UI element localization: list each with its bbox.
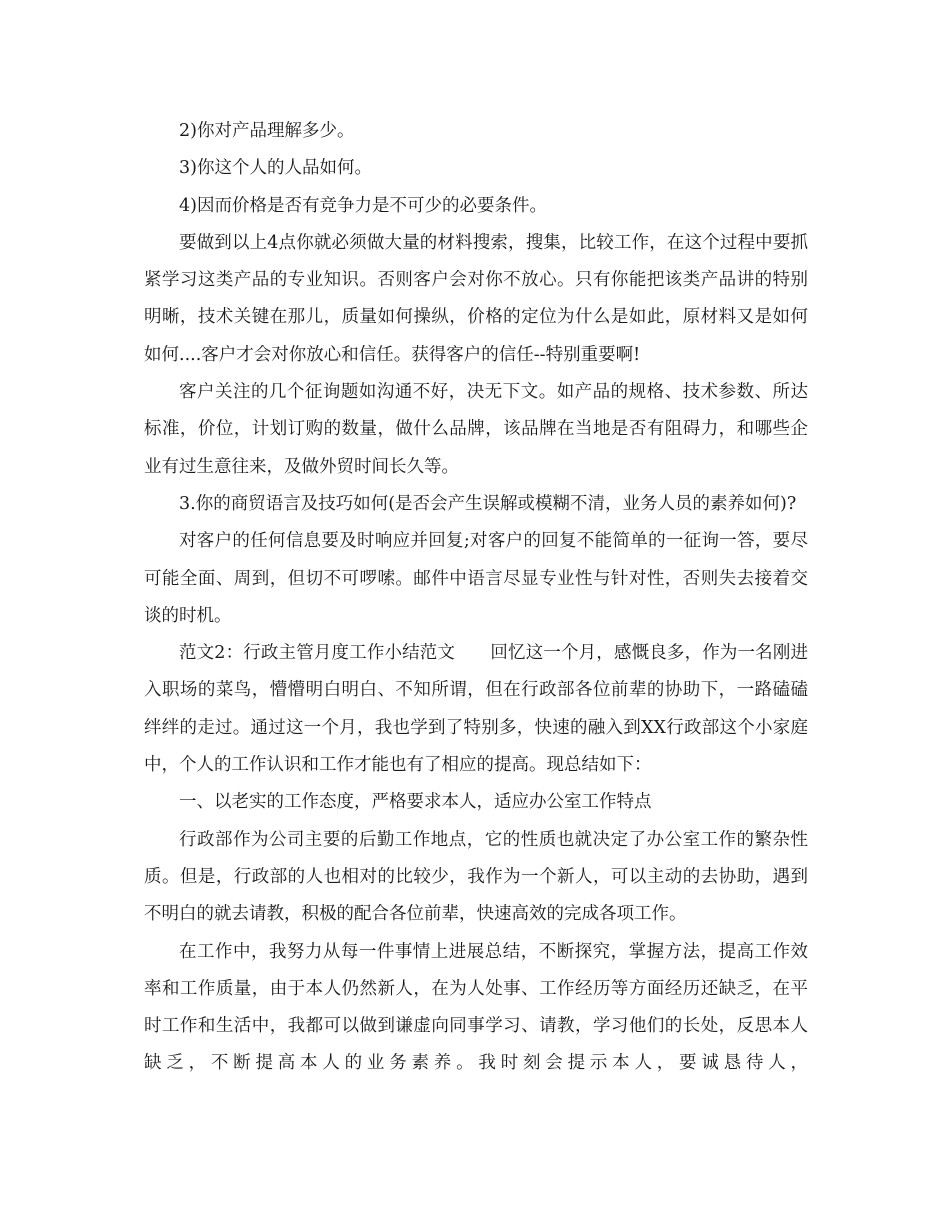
document-body [144, 113, 808, 1083]
paragraph-four-points: 要做到以上4点你就必须做大量的材料搜索，搜集，比较工作，在这个过程中要抓紧学习这类产品的专业知识。否则客户会对你不放心。只有你能把该类产品讲的特别明晰，技术关键在那儿，质量如何操纵，价格的定位为什么是如此，原材料又是如何如何....客户才会对你放心和信任。获得客户的信任--特别重要啊! [144, 232, 808, 365]
paragraph-item-2: 2)你对产品理解多少。 [179, 121, 355, 141]
paragraph-item-4: 4)因而价格是否有竞争力是不可少的必要条件。 [179, 195, 547, 216]
paragraph-sample-2: 范文2：行政主管月度工作小结范文 回忆这一个月，感慨良多，作为一名刚进入职场的菜鸟，懵懵明白明白、不知所谓，但在行政部各位前辈的协助下，一路磕磕绊绊的走过。通过这一个月，我也学到了特别多，快速的融入到XX行政部这个小家庭中，个人的工作认识和工作才能也有了相应的提高。现总结如下： [144, 643, 808, 776]
paragraph-customer-concerns: 客户关注的几个征询题如沟通不好，决无下文。如产品的规格、技术参数、所达标准，价位，计划订购的数量，做什么品牌，该品牌在当地是否有阻碍力，和哪些企业有过生意往来，及做外贸时间长久等。 [144, 382, 808, 477]
paragraph-item-3: 3)你这个人的人品如何。 [179, 158, 372, 179]
paragraph-heading-1: 一、以老实的工作态度，严格要求本人，适应办公室工作特点 [179, 792, 652, 813]
paragraph-reply-customers: 对客户的任何信息要及时响应并回复;对客户的回复不能简单的一征询一答，要尽可能全面、周到，但切不可啰嗦。邮件中语言尽显专业性与针对性，否则失去接着交谈的时机。 [144, 531, 808, 626]
paragraph-section-3: 3.你的商贸语言及技巧如何(是否会产生误解或模糊不清，业务人员的素养如何)? [179, 493, 797, 514]
paragraph-admin-dept: 行政部作为公司主要的后勤工作地点，它的性质也就决定了办公室工作的繁杂性质。但是，行政部的人也相对的比较少，我作为一个新人，可以主动的去协助，遇到不明白的就去请教，积极的配合各位前辈，快速高效的完成各项工作。 [144, 829, 808, 925]
paragraph-at-work: 在工作中，我努力从每一件事情上进展总结，不断探究，掌握方法，提高工作效率和工作质量，由于本人仍然新人，在为人处事、工作经历等方面经历还缺乏，在平时工作和生活中，我都可以做到谦虚向同事学习、请教，学习他们的长处，反思本人缺乏，不断提高本人的业务素养。我时刻会提示本人，要诚恳待人， [144, 941, 808, 1074]
